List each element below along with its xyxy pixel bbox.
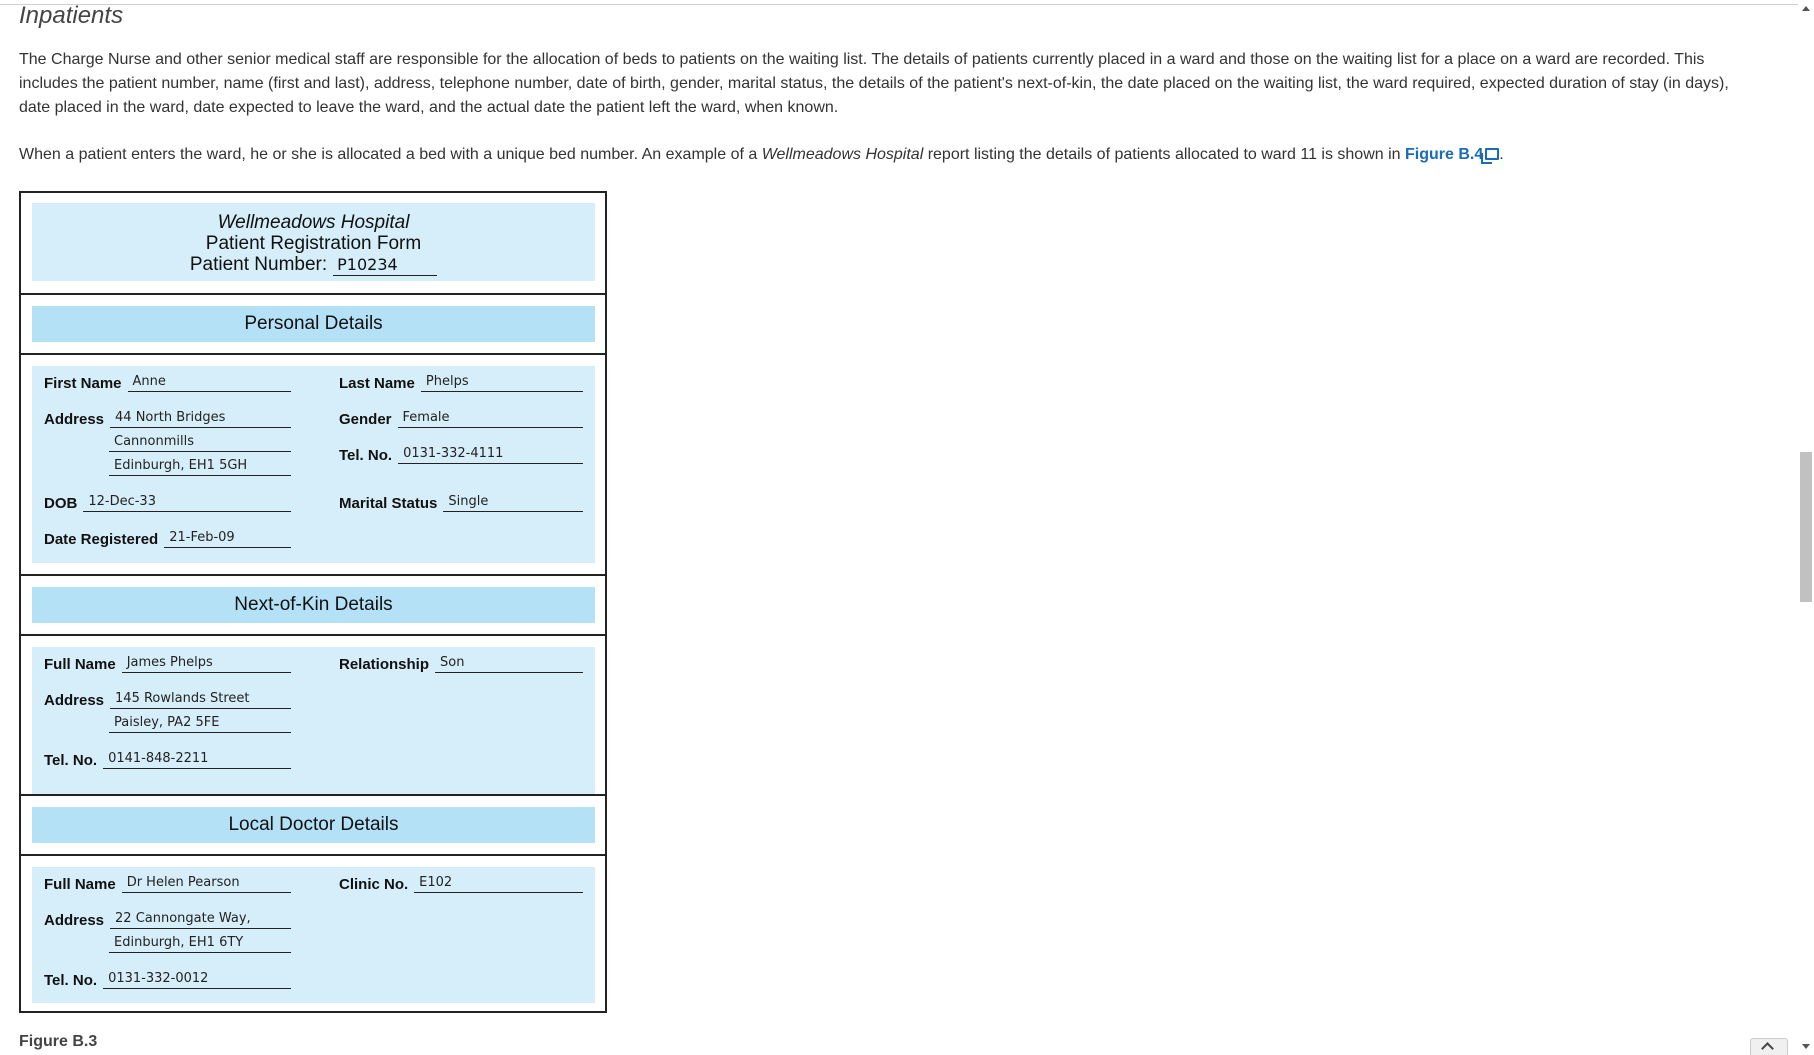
divider xyxy=(21,634,605,636)
personal-details-heading: Personal Details xyxy=(32,306,595,342)
marital-status-field: Marital Status Single xyxy=(339,490,583,512)
next-of-kin-panel xyxy=(32,647,595,795)
next-of-kin-heading: Next-of-Kin Details xyxy=(32,587,595,623)
first-name-field: First Name Anne xyxy=(44,370,291,392)
paragraph-bed-allocation xyxy=(19,143,1739,167)
tel-field: Tel. No. 0131-332-4111 xyxy=(339,442,583,464)
form-title: Patient Registration Form xyxy=(205,233,422,254)
gender-field: Gender Female xyxy=(339,406,583,428)
paragraph-inpatients: The Charge Nurse and other senior medical staff are responsible for the allocation of beds to patients on the waiting list. The details of patients currently placed in a ward and those on the waiting list for a place on a ward are recorded. This includes the patient number, name (first and last), address, telephone number, date of birth, gender, marital status, the details of the patient's next-of-kin, the date placed on the waiting list, the ward required, expected duration of stay (in days), date placed in the ward, date expected to leave the ward, and the actual date the patient left the ward, when known. xyxy=(19,51,1729,116)
paragraph-text: When a patient enters the ward, he or she is allocated a bed with a unique bed number. An example of a xyxy=(19,146,762,163)
kin-address-field: Address 145 Rowlands Street xyxy=(44,687,291,709)
scroll-up-arrow-icon[interactable] xyxy=(1802,6,1810,11)
doctor-tel-field: Tel. No. 0131-332-0012 xyxy=(44,967,291,989)
address-line-3: Edinburgh, EH1 5GH xyxy=(109,454,291,476)
divider xyxy=(21,293,605,295)
patient-number-label: Patient Number: xyxy=(189,254,328,275)
dob-field: DOB 12-Dec-33 xyxy=(44,490,291,512)
vertical-scrollbar[interactable] xyxy=(1798,0,1814,1055)
local-doctor-panel xyxy=(32,867,595,1003)
doctor-address-line-2: Edinburgh, EH1 6TY xyxy=(109,931,291,953)
scrollbar-thumb[interactable] xyxy=(1800,452,1812,602)
clinic-number-field: Clinic No. E102 xyxy=(339,871,583,893)
date-registered-field: Date Registered 21-Feb-09 xyxy=(44,526,291,548)
last-name-field: Last Name Phelps xyxy=(339,370,583,392)
top-border xyxy=(0,4,1798,5)
paragraph-text: report listing the details of patients allocated to ward 11 is shown in xyxy=(923,146,1405,163)
chevron-up-icon[interactable] xyxy=(1750,1038,1788,1055)
patient-registration-form xyxy=(19,191,607,1013)
divider xyxy=(21,794,605,796)
kin-address-line-2: Paisley, PA2 5FE xyxy=(109,711,291,733)
address-field: Address 44 North Bridges xyxy=(44,406,291,428)
divider xyxy=(21,854,605,856)
scroll-down-arrow-icon[interactable] xyxy=(1802,1044,1810,1049)
divider xyxy=(21,574,605,576)
external-window-icon xyxy=(1485,148,1499,160)
address-line-2: Cannonmills xyxy=(109,430,291,452)
form-header xyxy=(32,203,595,281)
hospital-name-italic: Wellmeadows Hospital xyxy=(761,146,924,163)
kin-full-name-field: Full Name James Phelps xyxy=(44,651,291,673)
doctor-full-name-field: Full Name Dr Helen Pearson xyxy=(44,871,291,893)
doctor-address-field: Address 22 Cannongate Way, xyxy=(44,907,291,929)
relationship-field: Relationship Son xyxy=(339,651,583,673)
section-title: Inpatients xyxy=(19,2,124,29)
paragraph-text: . xyxy=(1499,146,1504,163)
figure-b4-link[interactable]: Figure B.4 xyxy=(1405,146,1499,163)
local-doctor-heading: Local Doctor Details xyxy=(32,807,595,843)
personal-details-panel xyxy=(32,366,595,563)
patient-number-value: P10234 xyxy=(333,255,437,276)
hospital-name: Wellmeadows Hospital xyxy=(217,212,410,233)
figure-caption: Figure B.3 xyxy=(19,1033,98,1050)
divider xyxy=(21,353,605,355)
kin-tel-field: Tel. No. 0141-848-2211 xyxy=(44,747,291,769)
